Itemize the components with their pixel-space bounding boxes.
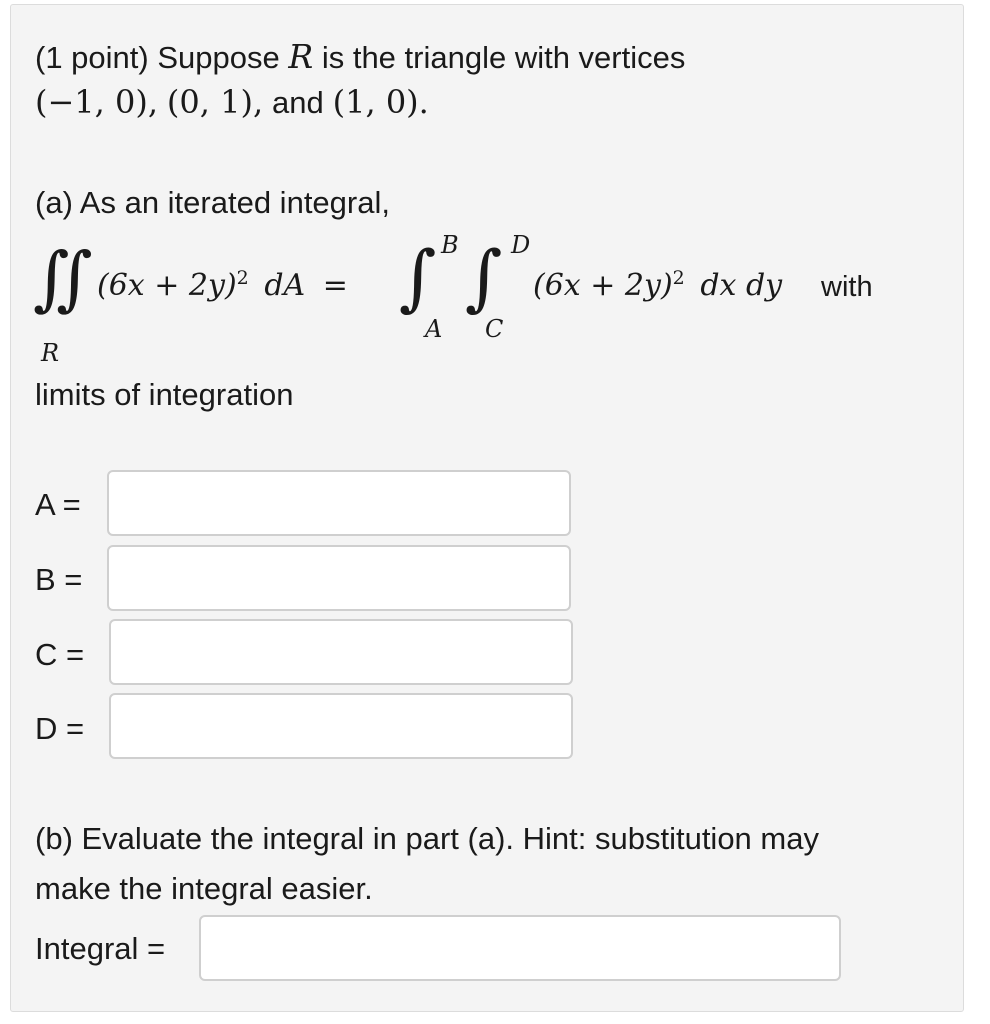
integral-input[interactable] [199, 915, 841, 981]
region-subscript: R [41, 339, 60, 367]
label-C: C = [35, 637, 85, 672]
problem-intro [35, 37, 685, 76]
limits-text: limits of integration [35, 377, 294, 412]
integral-sign-inner: ∫ [465, 235, 503, 319]
with-text: with [821, 271, 873, 303]
integral-label: Integral = [35, 931, 166, 966]
integral-equation [33, 231, 913, 377]
integrand-right [533, 267, 782, 303]
region-symbol: R [288, 37, 314, 76]
label-D: D = [35, 711, 85, 746]
part-b-line2: make the integral easier. [35, 871, 373, 906]
integrand-left-text: (6x + 2y) [97, 268, 237, 303]
input-A[interactable] [107, 470, 571, 536]
vertices-line [35, 83, 429, 121]
input-B[interactable] [107, 545, 571, 611]
problem-card [10, 4, 964, 1012]
input-D[interactable] [109, 693, 573, 759]
upper-limit-D: D [511, 231, 531, 259]
intro-text: (1 point) Suppose [35, 40, 280, 75]
part-a-heading: (a) As an iterated integral, [35, 185, 390, 220]
vertex-1: (−1, 0), [35, 83, 159, 121]
part-b-line1: (b) Evaluate the integral in part (a). Hint: substitution may [35, 821, 819, 856]
integral-sign-outer: ∫ [399, 235, 437, 319]
input-C[interactable] [109, 619, 573, 685]
dx-dy-text: dx dy [700, 268, 783, 303]
vertex-2: (0, 1), [166, 83, 264, 121]
label-B: B = [35, 562, 83, 597]
power-right: 2 [672, 267, 685, 289]
upper-limit-B: B [441, 231, 459, 259]
and-text: and [272, 85, 324, 120]
lower-limit-A: A [425, 315, 443, 343]
integrand-left [97, 267, 348, 303]
vertex-3: (1, 0). [332, 83, 429, 121]
intro-rest: is the triangle with vertices [321, 40, 686, 75]
power-left: 2 [236, 267, 249, 289]
equals-sign: = [322, 268, 348, 303]
label-A: A = [35, 487, 81, 522]
lower-limit-C: C [485, 315, 504, 343]
integrand-right-text: (6x + 2y) [533, 268, 673, 303]
double-integral-sign: ∬ [33, 237, 93, 319]
dA-text: dA [264, 268, 306, 303]
